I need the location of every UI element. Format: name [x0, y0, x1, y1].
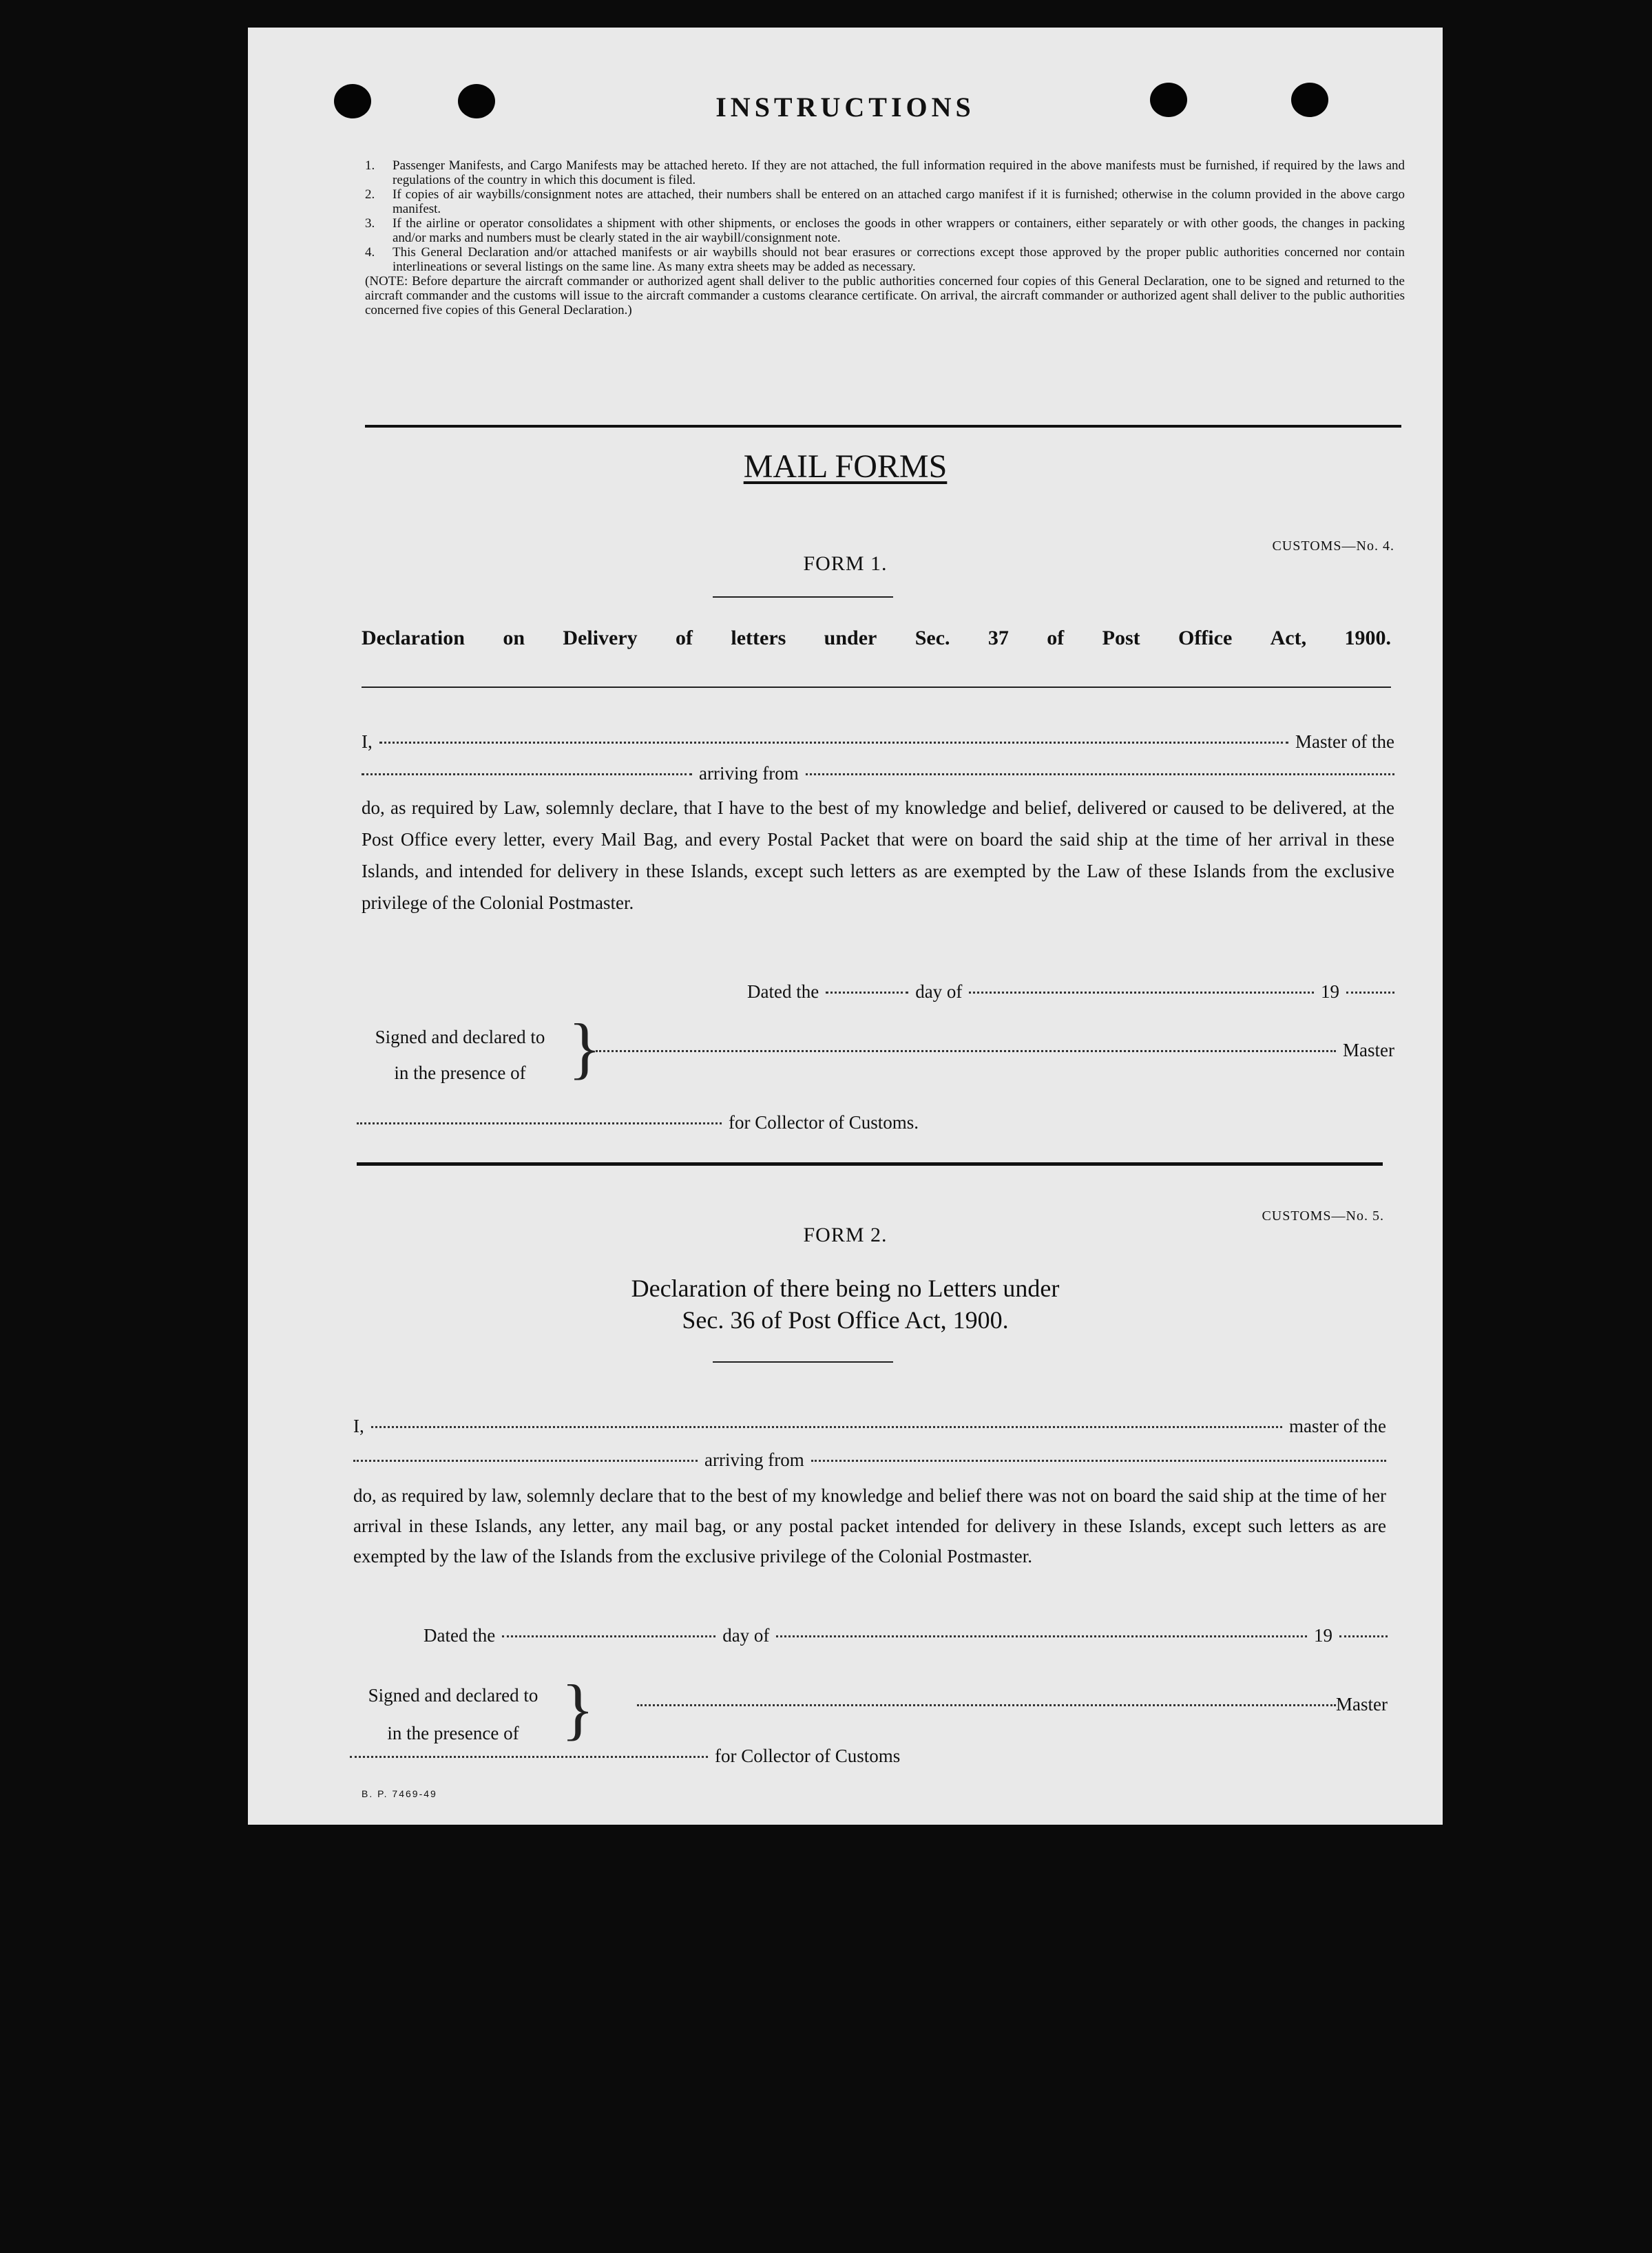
form2-master-line: I, master of the	[353, 1416, 1386, 1436]
form-divider	[357, 1162, 1383, 1166]
form1-declaration-heading: Declaration on Delivery of letters under Sec. 37 of Post Office Act, 1900.	[362, 627, 1391, 649]
form2-arriving-line: arriving from	[353, 1449, 1386, 1471]
form1-year-field[interactable]	[1346, 991, 1394, 994]
form1-heading-rule	[362, 687, 1391, 688]
form2-master-signature-field[interactable]	[637, 1704, 1336, 1706]
form2-declaration-heading: Declaration of there being no Letters under Sec. 36 of Post Office Act, 1900.	[631, 1275, 1060, 1334]
form1-month-field[interactable]	[969, 991, 1314, 994]
form2-collector-field[interactable]	[350, 1755, 708, 1758]
form2-day-field[interactable]	[502, 1635, 715, 1637]
form2-brace: }	[561, 1670, 594, 1747]
form2-dated-line: Dated the day of 19	[424, 1625, 1388, 1646]
form1-signed-label: Signed and declared to in the presence of	[375, 1027, 545, 1083]
instruction-item: 1. Passenger Manifests, and Cargo Manifests may be attached hereto. If they are not attached, the full information required in the above manifests must be furnished, if required by the laws and regulations of the country in which this document is filed.	[365, 158, 1405, 187]
form2-collector-line: for Collector of Customs	[350, 1746, 970, 1767]
form1-collector-field[interactable]	[357, 1122, 722, 1124]
form2-month-field[interactable]	[776, 1635, 1307, 1637]
document-page	[248, 28, 1443, 1825]
form1-brace: }	[568, 1009, 601, 1086]
form2-master-signature-line: Master	[637, 1694, 1388, 1715]
instructions-note: (NOTE: Before departure the aircraft commander or authorized agent shall deliver to the public authorities concerned four copies of this General Declaration, one to be signed and returned to the aircraft commander and the customs will issue to the aircraft commander a customs clearance certificate. On arrival, the aircraft commander or authorized agent shall deliver to the public authorities concerned five copies of this General Declaration.)	[365, 274, 1405, 317]
form1-customs-number: CUSTOMS—No. 4.	[1272, 538, 1394, 554]
form1-day-field[interactable]	[826, 991, 908, 994]
form1-arriving-line: arriving from	[362, 763, 1394, 784]
form2-name-field[interactable]	[371, 1425, 1282, 1428]
instructions-title: INSTRUCTIONS	[715, 92, 975, 123]
form2-year-field[interactable]	[1339, 1635, 1388, 1637]
instruction-item: 3. If the airline or operator consolidates a shipment with other shipments, or encloses the goods in other wrappers or containers, either separately or with other goods, the changes in packing and/or marks and numbers must be clearly stated in the air waybill/consignment note.	[365, 216, 1405, 245]
form1-origin-field[interactable]	[806, 773, 1394, 775]
form1-master-signature-field[interactable]	[596, 1049, 1336, 1052]
form2-title-rule	[713, 1361, 893, 1363]
form1-ship-field[interactable]	[362, 773, 692, 775]
form1-name-field[interactable]	[379, 741, 1288, 744]
form1-collector-line: for Collector of Customs.	[357, 1112, 976, 1133]
form2-body-text: do, as required by law, solemnly declare that to the best of my knowledge and belief there was not on board the said ship at the time of her arrival in these Islands, any letter, any mail bag, or any postal packet intended for delivery in these Islands, except such letters as are exempted by the law of the Islands from the exclusive privilege of the Colonial Postmaster.	[353, 1485, 1386, 1566]
print-code: B. P. 7469-49	[362, 1788, 437, 1799]
section-divider	[365, 425, 1401, 428]
mail-forms-title: MAIL FORMS	[743, 448, 948, 485]
instructions-list	[365, 158, 1405, 317]
form1-master-signature-line: Master	[596, 1040, 1394, 1061]
form2-ship-field[interactable]	[353, 1459, 698, 1462]
form1-title: FORM 1.	[803, 552, 888, 575]
form2-title: FORM 2.	[803, 1224, 888, 1246]
form1-title-rule	[713, 596, 893, 598]
form1-dated-line: Dated the day of 19	[747, 981, 1394, 1003]
form2-signed-label: Signed and declared to in the presence of	[368, 1685, 539, 1743]
instruction-item: 2. If copies of air waybills/consignment notes are attached, their numbers shall be entered on an attached cargo manifest if it is furnished; otherwise in the column provided in the above cargo manifest.	[365, 187, 1405, 216]
form2-origin-field[interactable]	[811, 1459, 1386, 1462]
instruction-item: 4. This General Declaration and/or attached manifests or air waybills should not bear erasures or corrections except those approved by the proper public authorities concerned nor contain interlineations or several listings on the same line. As many extra sheets may be added as necessary.	[365, 245, 1405, 274]
form1-body-text: do, as required by Law, solemnly declare, that I have to the best of my knowledge and belief, delivered or caused to be delivered, at the Post Office every letter, every Mail Bag, and every Postal Packet that were on board the said ship at the time of her arrival in these Islands, and intended for delivery in these Islands, except such letters as are exempted by the Law of these Islands from the exclusive privilege of the Colonial Postmaster.	[362, 797, 1394, 913]
form1-master-line: I, Master of the	[362, 731, 1394, 752]
form2-customs-number: CUSTOMS—No. 5.	[1262, 1208, 1384, 1224]
